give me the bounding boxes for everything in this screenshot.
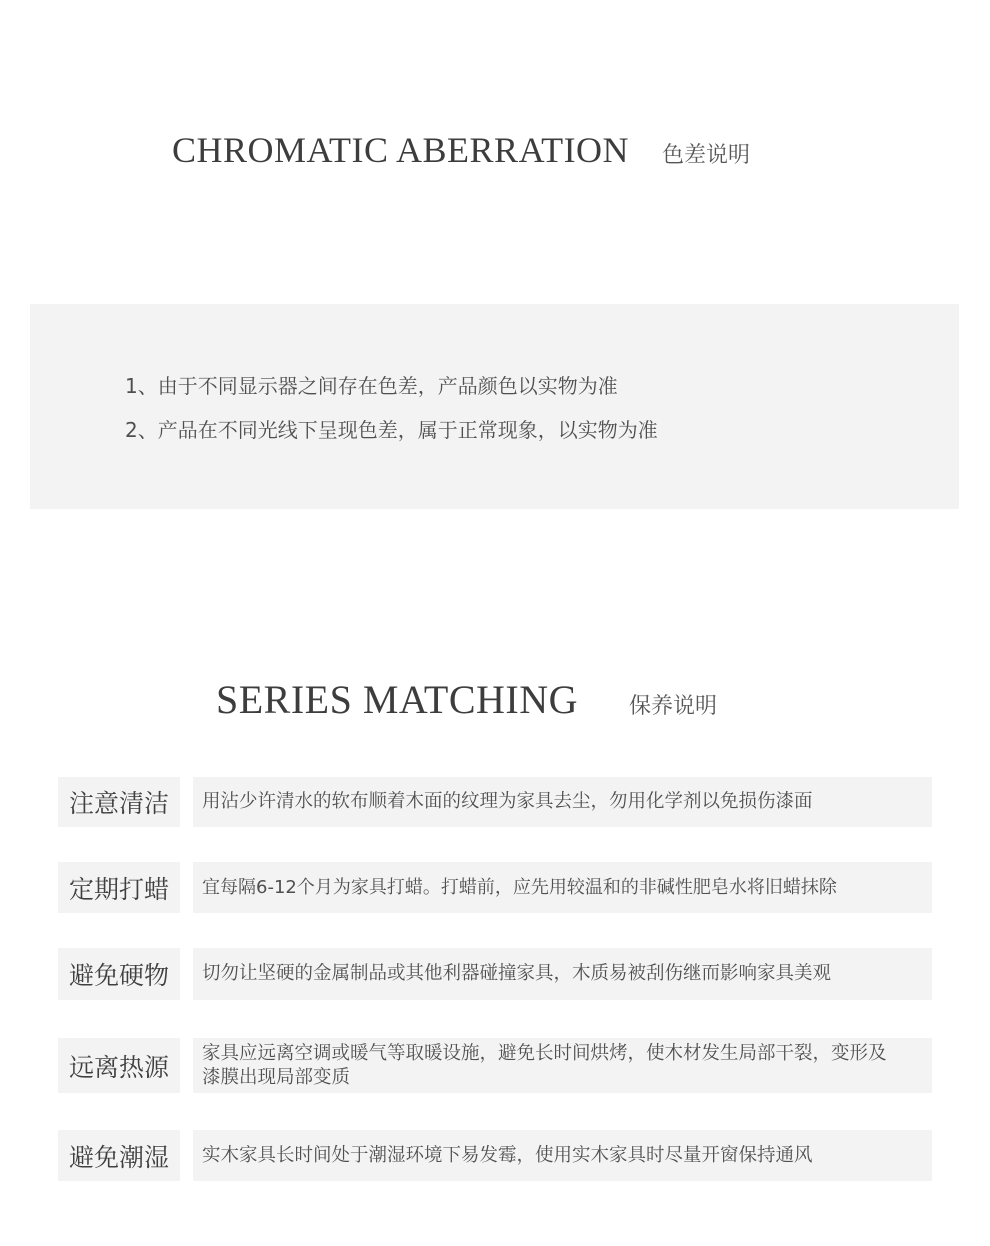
care-text-content: 切勿让坚硬的金属制品或其他利器碰撞家具，木质易被刮伤继而影响家具美观 (202, 963, 832, 984)
care-text (193, 1130, 932, 1181)
chromatic-title-cn: 色差说明 (662, 143, 751, 168)
care-text (193, 777, 932, 827)
care-row-cleaning (58, 777, 932, 827)
chromatic-notes-box (30, 304, 959, 509)
chromatic-note-1: 1、由于不同显示器之间存在色差，产品颜色以实物为准 (125, 374, 618, 398)
care-label: 注意清洁 (58, 777, 180, 827)
series-title-cn: 保养说明 (629, 694, 718, 719)
care-label: 避免潮湿 (58, 1130, 180, 1181)
care-text-content: 宜每隔6-12个月为家具打蜡。打蜡前，应先用较温和的非碱性肥皂水将旧蜡抹除 (202, 876, 837, 898)
chromatic-title-en: CHROMATIC ABERRATION (172, 130, 630, 170)
care-text-content: 家具应远离空调或暖气等取暖设施，避免长时间烘烤，使木材发生局部干裂，变形及漆膜出现局部变质 (202, 1042, 887, 1088)
chromatic-note-2: 2、产品在不同光线下呈现色差，属于正常现象，以实物为准 (125, 418, 658, 442)
care-row-heat (58, 1038, 932, 1093)
chromatic-header (0, 125, 990, 185)
care-text-content: 用沾少许清水的软布顺着木面的纹理为家具去尘，勿用化学剂以免损伤漆面 (202, 791, 813, 812)
care-label: 远离热源 (58, 1038, 180, 1093)
care-label: 避免硬物 (58, 948, 180, 1000)
care-row-waxing (58, 862, 932, 913)
care-row-humidity (58, 1130, 932, 1181)
care-row-hard-objects (58, 948, 932, 1000)
care-text (193, 1038, 932, 1093)
care-text (193, 948, 932, 1000)
care-text-content: 实木家具长时间处于潮湿环境下易发霉，使用实木家具时尽量开窗保持通风 (202, 1144, 813, 1166)
care-label: 定期打蜡 (58, 862, 180, 913)
series-title-en: SERIES MATCHING (216, 677, 578, 722)
care-text (193, 862, 932, 913)
series-header (0, 672, 990, 732)
